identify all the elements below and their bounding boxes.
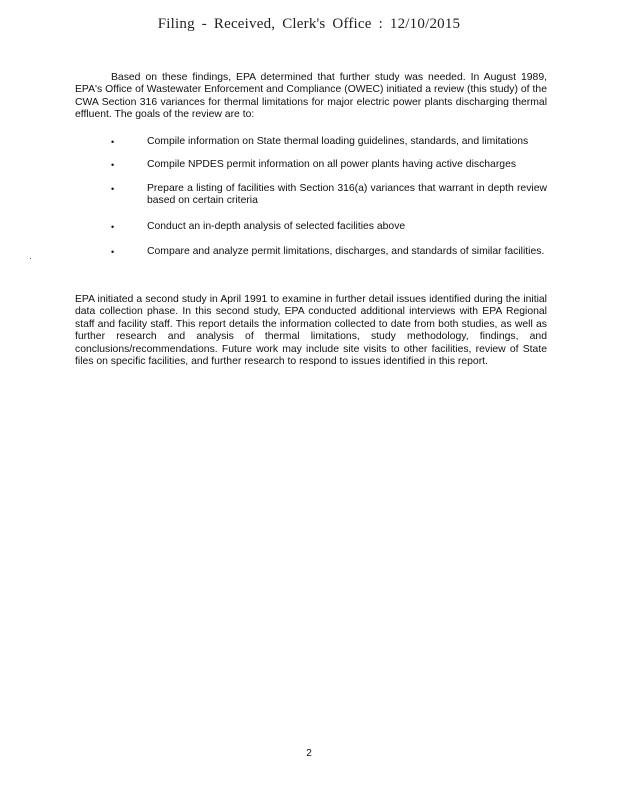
- goal-text: Conduct an in-depth analysis of selected facilities above: [147, 220, 406, 232]
- intro-paragraph: Based on these findings, EPA determined that further study was needed. In August 1989, EPA's Office of Wastewater Enforcement and Compliance (OWEC) initiated a review (this study) of the CWA Section 316 variances for thermal limitations for major electric power plants discharging thermal effluent. The goals of the review are to:: [75, 72, 547, 121]
- bullet-icon: •: [111, 221, 115, 232]
- goals-list: [75, 136, 547, 271]
- goal-text: Compile information on State thermal loading guidelines, standards, and limitations: [147, 136, 529, 147]
- goal-text: Compare and analyze permit limitations, discharges, and standards of similar facilities.: [147, 246, 545, 258]
- bullet-icon: •: [111, 160, 115, 171]
- goal-item-2: [75, 159, 547, 171]
- bullet-icon: •: [111, 183, 115, 194]
- goal-item-4: [75, 221, 547, 233]
- goal-text: Compile NPDES permit information on all power plants having active discharges: [147, 159, 517, 171]
- scan-speck: [30, 258, 31, 259]
- goal-text: Prepare a listing of facilities with Section 316(a) variances that warrant in depth review based on certain criteria: [147, 182, 547, 207]
- page-number: 2: [306, 748, 312, 759]
- goal-item-5: [75, 246, 547, 258]
- bullet-icon: •: [111, 247, 115, 258]
- goal-item-3: [75, 183, 547, 208]
- bullet-icon: •: [111, 137, 115, 147]
- filing-stamp: Filing - Received, Clerk's Office : 12/10/2015: [157, 16, 461, 32]
- goal-item-1: [75, 136, 547, 148]
- second-study-paragraph: EPA initiated a second study in April 1991 to examine in further detail issues identified during the initial data collection phase. In this second study, EPA conducted additional interviews with EPA Regional staff and facility staff. This report details the information collected to date from both studies, as well as further research and analysis of thermal limitations, study methodology, findings, and conclusions/recommendations. Future work may include site visits to other facilities, review of State files on specific facilities, and further research to respond to issues identified in this report.: [75, 294, 547, 368]
